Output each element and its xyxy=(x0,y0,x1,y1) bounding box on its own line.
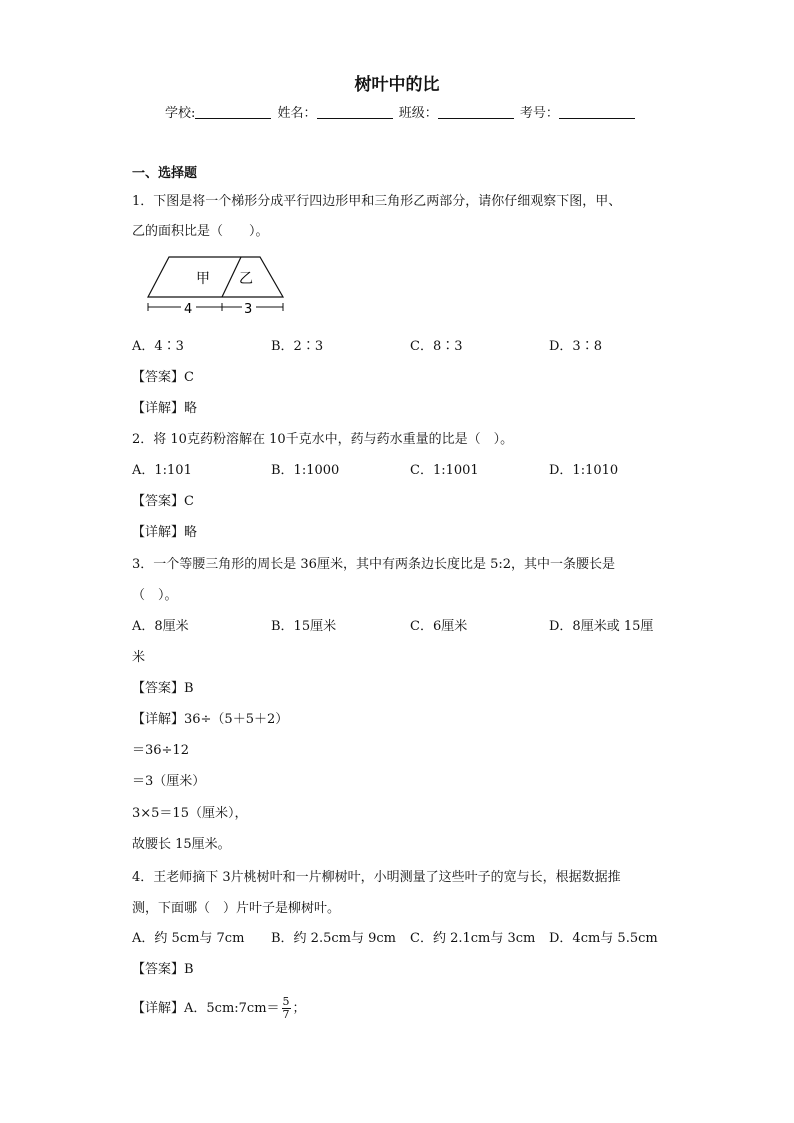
q1-option-d[interactable]: D．3∶8 xyxy=(549,339,602,354)
q4-option-b[interactable]: B．约 2.5cm与 9cm xyxy=(271,931,396,946)
fraction-numerator: 5 xyxy=(282,995,290,1008)
label-yi: 乙 xyxy=(239,271,253,287)
q3-option-d-wrap: 米 xyxy=(132,650,146,665)
q3-option-d[interactable]: D．8厘米或 15厘 xyxy=(549,619,654,634)
exam-no-label: 考号： xyxy=(519,106,559,121)
q2-option-c[interactable]: C．1:1001 xyxy=(410,463,479,478)
fraction-5-7 xyxy=(282,996,291,1021)
q3-option-c[interactable]: C．6厘米 xyxy=(410,619,468,634)
trapezoid-figure xyxy=(143,252,288,318)
q1-stem-line-1: 1．下图是将一个梯形分成平行四边形甲和三角形乙两部分，请你仔细观察下图，甲、 xyxy=(132,194,622,209)
q3-option-a[interactable]: A．8厘米 xyxy=(132,619,189,634)
length-label-4: 4 xyxy=(184,302,193,317)
q4-stem-line-2: 测，下面哪（ ）片叶子是柳树叶。 xyxy=(132,901,341,916)
fraction-denominator: 7 xyxy=(282,1008,290,1021)
q1-stem-line-2: 乙的面积比是（ ）。 xyxy=(132,224,269,239)
q2-stem: 2．将 10克药粉溶解在 10千克水中，药与药水重量的比是（ ）。 xyxy=(132,432,514,447)
q4-detail xyxy=(132,996,306,1021)
label-jia: 甲 xyxy=(196,271,210,287)
q3-stem-line-2: （ ）。 xyxy=(132,588,178,603)
name-label: 姓名： xyxy=(277,106,317,121)
q4-detail-suffix: ； xyxy=(292,1001,306,1016)
school-label: 学校: xyxy=(165,106,196,121)
name-blank xyxy=(317,104,393,119)
q3-detail-line-1: 【详解】36÷（5＋5＋2） xyxy=(132,712,289,727)
q3-detail-line-4: 3×5＝15（厘米）， xyxy=(132,806,248,821)
trapezoid-outline xyxy=(148,257,283,297)
q2-detail: 【详解】略 xyxy=(132,525,198,540)
q3-answer: 【答案】B xyxy=(132,681,194,696)
q1-answer: 【答案】C xyxy=(132,370,194,385)
q1-option-c[interactable]: C．8∶3 xyxy=(410,339,463,354)
q1-option-b[interactable]: B．2∶3 xyxy=(271,339,324,354)
q3-option-b[interactable]: B．15厘米 xyxy=(271,619,337,634)
q3-detail-line-2: ＝36÷12 xyxy=(132,743,189,758)
q3-detail-line-3: ＝3（厘米） xyxy=(132,774,206,789)
q4-answer: 【答案】B xyxy=(132,962,194,977)
q4-option-d[interactable]: D．4cm与 5.5cm xyxy=(549,931,658,946)
class-blank xyxy=(438,104,514,119)
q2-answer: 【答案】C xyxy=(132,494,194,509)
q1-detail: 【详解】略 xyxy=(132,401,198,416)
exam-no-blank xyxy=(559,104,635,119)
length-label-3: 3 xyxy=(244,302,253,317)
q4-option-a[interactable]: A．约 5cm与 7cm xyxy=(132,931,245,946)
q4-detail-prefix: 【详解】A．5cm:7cm＝ xyxy=(132,1001,280,1016)
class-label: 班级： xyxy=(398,106,438,121)
q3-stem-line-1: 3．一个等腰三角形的周长是 36厘米，其中有两条边长度比是 5:2，其中一条腰长是 xyxy=(132,557,615,572)
q2-option-a[interactable]: A．1:101 xyxy=(132,463,192,478)
q3-detail-line-5: 故腰长 15厘米。 xyxy=(132,837,231,852)
q4-option-c[interactable]: C．约 2.1cm与 3cm xyxy=(410,931,536,946)
school-blank xyxy=(195,104,271,119)
student-info-row xyxy=(165,102,637,121)
q1-option-a[interactable]: A．4∶3 xyxy=(132,339,184,354)
page-title: 树叶中的比 xyxy=(354,75,440,95)
section-heading: 一、选择题 xyxy=(132,166,198,181)
q2-option-d[interactable]: D．1:1010 xyxy=(549,463,619,478)
q4-stem-line-1: 4．王老师摘下 3片桃树叶和一片柳树叶，小明测量了这些叶子的宽与长，根据数据推 xyxy=(132,870,621,885)
q2-option-b[interactable]: B．1:1000 xyxy=(271,463,340,478)
